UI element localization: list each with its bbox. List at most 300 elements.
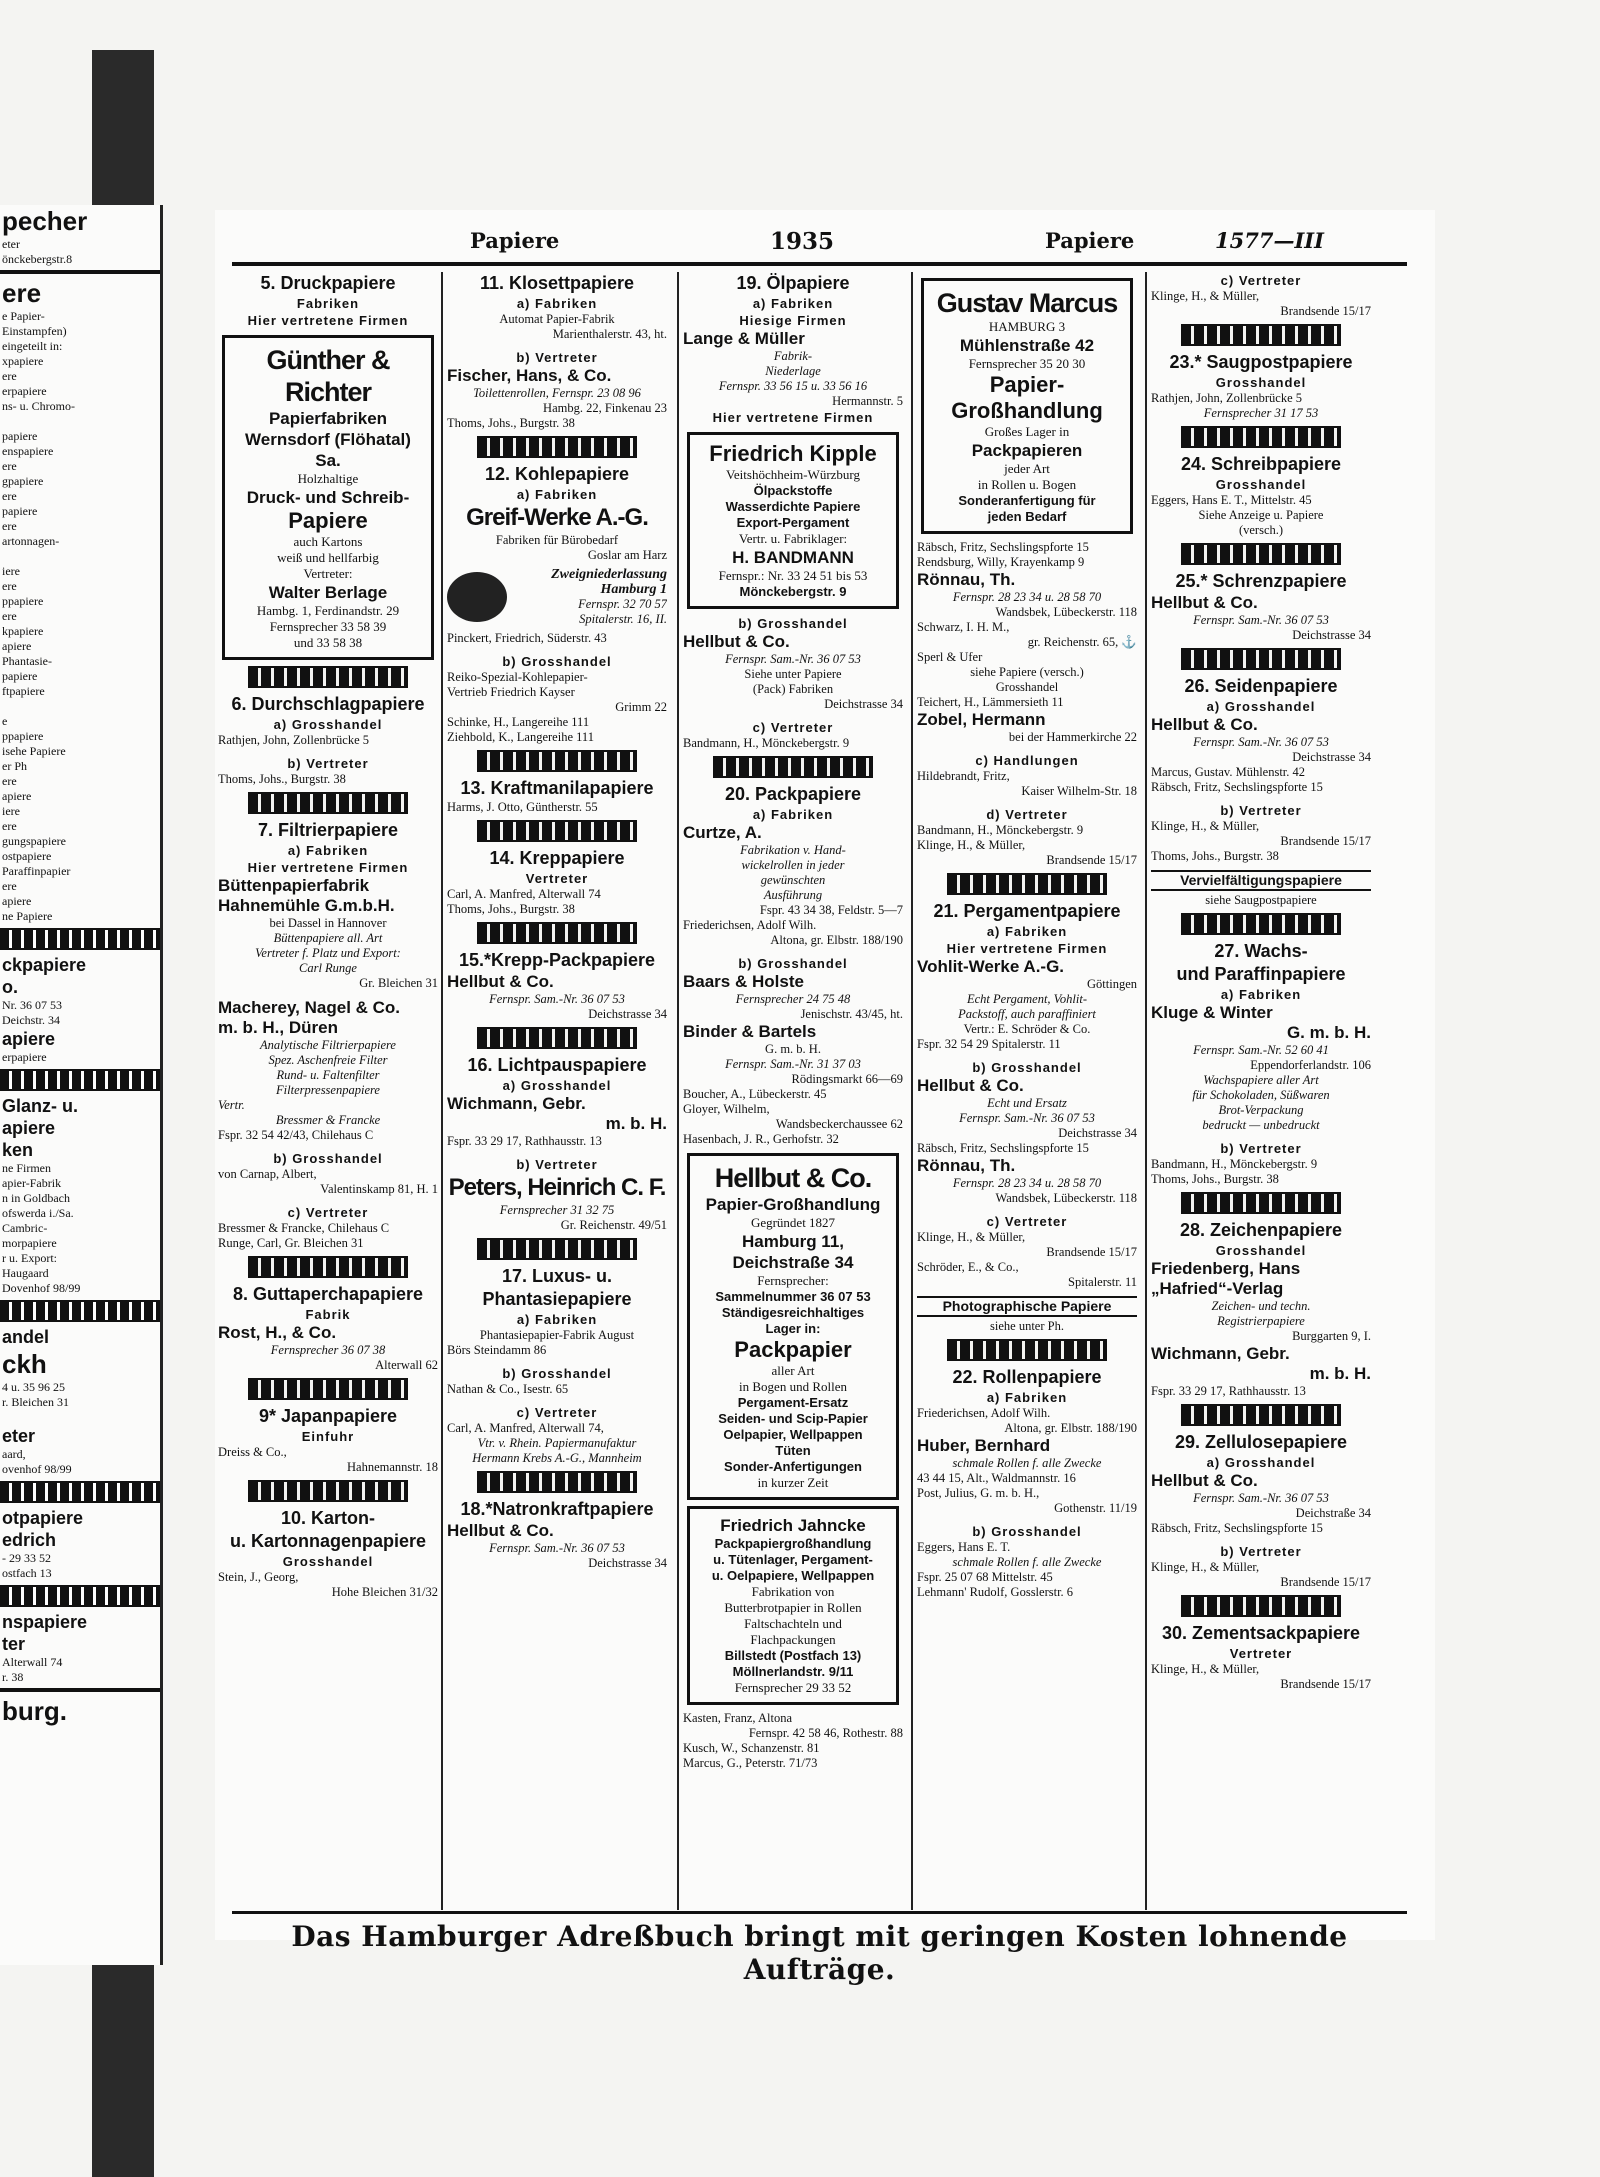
section-heading: 17. Luxus- u. xyxy=(501,1266,613,1286)
ad-line: H. BANDMANN xyxy=(732,548,854,567)
entry-line: Räbsch, Fritz, Sechslingspforte 15 xyxy=(917,1141,1089,1155)
left-page-line: önckebergstr.8 xyxy=(2,252,73,266)
entry-note: gewünschten xyxy=(760,873,826,887)
ad-line: Pergament-Ersatz xyxy=(737,1395,849,1410)
left-page-line: ostfach 13 xyxy=(2,1566,52,1580)
firm-name: Hellbut & Co. xyxy=(447,972,554,991)
left-page-line: apiere xyxy=(2,894,32,908)
entry-address: Gothenstr. 11/19 xyxy=(1054,1501,1137,1515)
section-heading: 8. Guttaperchapapiere xyxy=(232,1284,424,1304)
firm-name: m. b. H., Düren xyxy=(218,1018,338,1037)
left-page-line: ofswerda i./Sa. xyxy=(2,1206,74,1220)
entry-line: Bandmann, H., Mönckebergstr. 9 xyxy=(683,736,850,750)
spacer xyxy=(917,745,1137,752)
ad-line: Export-Pergament xyxy=(736,515,850,530)
entry-address: Brandsende 15/17 xyxy=(1280,834,1371,848)
ornament-divider xyxy=(477,436,637,458)
section-heading: 9* Japanpapiere xyxy=(258,1406,398,1426)
subsection-label: c) Vertreter xyxy=(986,1214,1068,1229)
ornament-divider xyxy=(0,928,162,950)
entry-address: Kaiser Wilhelm-Str. 18 xyxy=(1021,784,1137,798)
subsection-label: a) Fabriken xyxy=(516,296,598,311)
left-page-fragment xyxy=(0,205,163,1965)
entry-note: Fernsprecher 36 07 38 xyxy=(270,1343,386,1357)
entry-line: Ziehbold, K., Langereihe 111 xyxy=(447,730,594,744)
section-heading: 14. Kreppapiere xyxy=(489,848,625,868)
left-page-line: Paraffinpapier xyxy=(2,864,71,878)
entry-line: Klinge, H., & Müller, xyxy=(1151,289,1260,303)
entry-address: Deichstrasse 34 xyxy=(1292,750,1371,764)
entry-line: Klinge, H., & Müller, xyxy=(1151,819,1260,833)
entry-note: Wachspapiere aller Art xyxy=(1203,1073,1319,1087)
entry-note: für Schokoladen, Süßwaren xyxy=(1192,1088,1330,1102)
entry-address: Göttingen xyxy=(1087,977,1137,991)
subsection-label: Vertreter xyxy=(1229,1646,1293,1661)
entry-note: Registrierpapiere xyxy=(1217,1314,1305,1328)
ad-line: Sonderanfertigung für xyxy=(958,493,1096,508)
spacer xyxy=(917,799,1137,806)
entry-line: Stein, J., Georg, xyxy=(218,1570,299,1584)
entry-line: Rendsburg, Willy, Krayenkamp 9 xyxy=(917,555,1085,569)
entry-line: Schwarz, I. H. M., xyxy=(917,620,1010,634)
subsection-label: b) Vertreter xyxy=(1220,803,1302,818)
ad-line: aller Art xyxy=(771,1363,815,1378)
left-page-line: ckh xyxy=(2,1349,47,1379)
entry-address: Burggarten 9, I. xyxy=(1292,1329,1371,1343)
subsection-label: b) Vertreter xyxy=(1220,1544,1302,1559)
left-page-line: erpapiere xyxy=(2,1050,47,1064)
entry-address: Rödingsmarkt 66—69 xyxy=(791,1072,903,1086)
ad-line: Papiere xyxy=(288,508,368,533)
firm-name: Vohlit-Werke A.-G. xyxy=(917,957,1065,976)
subsection-label: b) Grosshandel xyxy=(972,1524,1082,1539)
left-page-line: kpapiere xyxy=(2,624,44,638)
rule xyxy=(0,270,160,274)
entry-line: Hasenbach, J. R., Gerhofstr. 32 xyxy=(683,1132,839,1146)
entry-line: Grosshandel xyxy=(995,680,1059,694)
entry-line: Klinge, H., & Müller, xyxy=(917,838,1026,852)
firm-name: Rönnau, Th. xyxy=(917,1156,1016,1175)
ornament-divider xyxy=(0,1585,162,1607)
entry-line: Thoms, Johs., Burgstr. 38 xyxy=(1151,1172,1279,1186)
spacer xyxy=(917,1206,1137,1213)
subsection-label: b) Grosshandel xyxy=(502,654,612,669)
subsection-label: c) Vertreter xyxy=(752,720,834,735)
ornament-divider xyxy=(248,792,408,814)
ad-line: Packpapier xyxy=(734,1337,852,1362)
entry-line: Phantasiepapier-Fabrik August xyxy=(479,1328,635,1342)
subsection-label: a) Fabriken xyxy=(986,924,1068,939)
left-page-line: otpapiere xyxy=(2,1508,84,1528)
ad-line: HAMBURG 3 xyxy=(988,319,1066,334)
left-page-line: eter xyxy=(2,1426,36,1446)
section-heading: 13. Kraftmanilapapiere xyxy=(460,778,654,798)
ad-line: Ständigesreichhaltiges xyxy=(721,1305,865,1320)
firm-name: Rönnau, Th. xyxy=(917,570,1016,589)
section-heading: 22. Rollenpapiere xyxy=(952,1367,1102,1387)
spacer xyxy=(447,1149,667,1156)
section-heading: und Paraffinpapiere xyxy=(1176,964,1346,984)
subsection-label: a) Grosshandel xyxy=(502,1078,612,1093)
entry-note: Fernspr. Sam.-Nr. 36 07 53 xyxy=(1193,1491,1329,1505)
entry-line: Vertrieb Friedrich Kayser xyxy=(447,685,575,699)
greif-logo-block xyxy=(447,567,667,627)
ad-line: Gustav Marcus xyxy=(936,288,1118,318)
section-heading: 27. Wachs- xyxy=(1214,941,1308,961)
spacer xyxy=(447,1358,667,1365)
left-page-line: artonnagen- xyxy=(2,534,60,548)
entry-line: (Pack) Fabriken xyxy=(752,682,834,696)
section-heading: 23.* Saugpostpapiere xyxy=(1169,352,1353,372)
firm-name: Friedenberg, Hans xyxy=(1151,1259,1301,1278)
entry-line: Börs Steindamm 86 xyxy=(447,1343,547,1357)
spacer xyxy=(218,748,438,755)
entry-address: Brandsende 15/17 xyxy=(1280,304,1371,318)
footer-slogan: Das Hamburger Adreßbuch bringt mit geringen Kosten lohnende Aufträge. xyxy=(291,1920,1348,1986)
section-heading: 20. Packpapiere xyxy=(724,784,862,804)
logo-text-line: Fernspr. 32 70 57 xyxy=(578,597,667,611)
ornament-divider xyxy=(1181,1404,1341,1426)
subsection-label: Grosshandel xyxy=(1215,477,1307,492)
subsection-label: a) Grosshandel xyxy=(273,717,383,732)
left-page-line: andel xyxy=(2,1327,50,1347)
spacer xyxy=(1151,795,1371,802)
entry-line: Hildebrandt, Fritz, xyxy=(917,769,1010,783)
section-heading: 10. Karton- xyxy=(280,1508,376,1528)
section-heading: 24. Schreibpapiere xyxy=(1180,454,1342,474)
entry-note: Fernspr. Sam.-Nr. 36 07 53 xyxy=(489,992,625,1006)
firm-name: „Hafried“-Verlag xyxy=(1151,1279,1284,1298)
subsection-label: Grosshandel xyxy=(1215,1243,1307,1258)
entry-line: Fspr. 33 29 17, Rathhausstr. 13 xyxy=(1151,1384,1306,1398)
left-page-line: ostpapiere xyxy=(2,849,52,863)
entry-line: Schinke, H., Langereihe 111 xyxy=(447,715,590,729)
ad-line: Papier- xyxy=(989,372,1065,397)
firm-name: Hellbut & Co. xyxy=(1151,593,1258,612)
left-page-line: papiere xyxy=(2,504,38,518)
entry-note: Fernspr. Sam.-Nr. 36 07 53 xyxy=(1193,735,1329,749)
section-heading: 12. Kohlepapiere xyxy=(484,464,630,484)
spacer xyxy=(218,1197,438,1204)
subsection-label: Grosshandel xyxy=(1215,375,1307,390)
left-page-line: ckpapiere xyxy=(2,955,87,975)
entry-note: Fernspr. Sam.-Nr. 36 07 53 xyxy=(959,1111,1095,1125)
entry-line: Sperl & Ufer xyxy=(917,650,983,664)
ad-line: Flachpackungen xyxy=(750,1632,836,1647)
left-page-line: - 29 33 52 xyxy=(2,1551,51,1565)
ornament-divider xyxy=(1181,648,1341,670)
firm-name-suffix: m. b. H. xyxy=(605,1114,667,1133)
subsection-label: Grosshandel xyxy=(282,1554,374,1569)
subsection-label: b) Grosshandel xyxy=(502,1366,612,1381)
ad-line: in kurzer Zeit xyxy=(757,1475,829,1490)
subsection-label: a) Fabriken xyxy=(752,807,834,822)
subsection-label: b) Grosshandel xyxy=(738,956,848,971)
spacer xyxy=(1151,1133,1371,1140)
entry-line: Rathjen, John, Zollenbrücke 5 xyxy=(218,733,370,747)
entry-note: Fernsprecher 31 17 53 xyxy=(1203,406,1319,420)
subsection-label: a) Fabriken xyxy=(1220,987,1302,1002)
entry-note: Packstoff, auch paraffiniert xyxy=(958,1007,1096,1021)
left-page-line: nspapiere xyxy=(2,1612,88,1632)
section-heading: u. Kartonnagenpapiere xyxy=(229,1531,427,1551)
left-page-line: r. 38 xyxy=(2,1670,24,1684)
entry-address: Hermannstr. 5 xyxy=(832,394,903,408)
entry-note: Rund- u. Faltenfilter xyxy=(276,1068,380,1082)
entry-line: siehe unter Ph. xyxy=(990,1319,1064,1333)
firm-name: Huber, Bernhard xyxy=(917,1436,1051,1455)
left-page-line: ere xyxy=(2,879,17,893)
entry-address: Eppendorferlandstr. 106 xyxy=(1250,1058,1371,1072)
entry-address: Altona, gr. Elbstr. 188/190 xyxy=(1004,1421,1137,1435)
ad-line: Packpapieren xyxy=(971,441,1083,460)
ad-line: Oelpapier, Wellpappen xyxy=(723,1427,863,1442)
left-page-line: iere xyxy=(2,564,20,578)
ad-line: Fernsprecher 35 20 30 xyxy=(968,356,1086,371)
ad-line: Fernsprecher: xyxy=(757,1273,829,1288)
firm-name: Hellbut & Co. xyxy=(917,1076,1024,1095)
left-page-line: enspapiere xyxy=(2,444,54,458)
spacer xyxy=(683,948,903,955)
column-3 xyxy=(683,272,903,1902)
ad-line: in Bogen und Rollen xyxy=(739,1379,847,1394)
entry-note: Fernspr. 28 23 34 u. 28 58 70 xyxy=(952,590,1102,604)
firm-name: Baars & Holste xyxy=(683,972,804,991)
entry-line: Friederichsen, Adolf Wilh. xyxy=(683,918,817,932)
subsection-label: Vertreter xyxy=(525,871,589,886)
section-heading: Phantasiepapiere xyxy=(482,1289,632,1309)
left-page-line: ter xyxy=(2,1634,26,1654)
entry-note: Vertreter f. Platz und Export: xyxy=(255,946,401,960)
subsection-label: Hier vertretene Firmen xyxy=(946,941,1108,956)
ad-line: Fernspr.: Nr. 33 24 51 bis 53 xyxy=(718,568,868,583)
entry-note: Fernspr. Sam.-Nr. 36 07 53 xyxy=(489,1541,625,1555)
left-page-line: burg. xyxy=(2,1696,67,1726)
firm-name: Lange & Müller xyxy=(683,329,805,348)
entry-line: Vertr.: E. Schröder & Co. xyxy=(963,1022,1091,1036)
left-page-line: Glanz- u. xyxy=(2,1096,78,1116)
entry-note: Brot-Verpackung xyxy=(1218,1103,1304,1117)
display-firm-name: Greif-Werke A.-G. xyxy=(466,504,648,531)
entry-address: Goslar am Harz xyxy=(587,548,667,562)
ad-line: Sonder-Anfertigungen xyxy=(724,1459,862,1474)
firm-name: Wichmann, Gebr. xyxy=(1151,1344,1290,1363)
ad-line: Packpapiergroßhandlung xyxy=(714,1536,872,1551)
ornament-divider xyxy=(1181,1595,1341,1617)
firm-name: Hellbut & Co. xyxy=(1151,715,1258,734)
entry-address: Wandsbeckerchaussee 62 xyxy=(775,1117,903,1131)
entry-address: bei der Hammerkirche 22 xyxy=(1008,730,1137,744)
subsection-label: a) Grosshandel xyxy=(1206,1455,1316,1470)
section-heading: 19. Ölpapiere xyxy=(736,273,850,293)
section-heading: 26. Seidenpapiere xyxy=(1184,676,1338,696)
left-page-line: eingeteilt in: xyxy=(2,339,63,353)
entry-address: Fspr. 43 34 38, Feldstr. 5—7 xyxy=(759,903,903,917)
spacer xyxy=(917,1516,1137,1523)
entry-address: Gr. Bleichen 31 xyxy=(359,976,438,990)
header-left-title: Papiere xyxy=(470,228,560,253)
left-page-line: Phantasie- xyxy=(2,654,52,668)
left-page-line: ftpapiere xyxy=(2,684,45,698)
left-page-line: ere xyxy=(2,579,17,593)
subsection-label: Fabriken xyxy=(296,296,360,311)
ornament-divider xyxy=(248,1256,408,1278)
entry-address: Marienthalerstr. 43, ht. xyxy=(552,327,667,341)
ad-line: u. Oelpapiere, Wellpappen xyxy=(711,1568,875,1583)
section-heading: 15.*Krepp-Packpapiere xyxy=(458,950,656,970)
left-page-line: gungspapiere xyxy=(2,834,66,848)
entry-line: Klinge, H., & Müller, xyxy=(917,1230,1026,1244)
ad-line: Fabrikation von xyxy=(751,1584,835,1599)
ornament-divider xyxy=(248,1378,408,1400)
ad-line: Fernsprecher 33 58 39 xyxy=(269,619,387,634)
left-page-line: Haugaard xyxy=(2,1266,49,1280)
entry-line: 43 44 15, Alt., Waldmannstr. 16 xyxy=(917,1471,1076,1485)
left-page-line: e Papier- xyxy=(2,309,45,323)
column-divider xyxy=(911,272,913,1910)
section-heading: 6. Durchschlagpapiere xyxy=(231,694,425,714)
subsection-label: b) Vertreter xyxy=(516,350,598,365)
advertisement-guenther xyxy=(222,335,434,660)
ornament-divider xyxy=(477,820,637,842)
left-page-line: r u. Export: xyxy=(2,1251,57,1265)
left-page-line: e xyxy=(2,714,8,728)
left-page-line: Cambric- xyxy=(2,1221,48,1235)
firm-name: Büttenpapierfabrik xyxy=(218,876,370,895)
logo-text-line: Spitalerstr. 16, II. xyxy=(579,612,667,626)
ad-line: Papierfabriken xyxy=(268,409,388,428)
left-page-line: edrich xyxy=(2,1530,57,1550)
section-heading: 16. Lichtpauspapiere xyxy=(467,1055,647,1075)
spacer xyxy=(218,1143,438,1150)
left-page-line: ere xyxy=(2,459,17,473)
subsection-label: a) Fabriken xyxy=(752,296,834,311)
section-heading: 29. Zellulosepapiere xyxy=(1174,1432,1348,1452)
entry-note: Zeichen- und techn. xyxy=(1211,1299,1311,1313)
entry-line: Dreiss & Co., xyxy=(218,1445,287,1459)
ad-line: Seiden- und Scip-Papier xyxy=(718,1411,868,1426)
firm-name: Hellbut & Co. xyxy=(1151,1471,1258,1490)
spacer xyxy=(917,1052,1137,1059)
section-heading: 21. Pergamentpapiere xyxy=(933,901,1121,921)
left-page-line xyxy=(0,414,160,429)
section-heading: 25.* Schrenzpapiere xyxy=(1175,571,1347,591)
spacer xyxy=(218,991,438,998)
left-page-line: ere xyxy=(2,278,42,308)
ad-line: Hambg. 1, Ferdinandstr. 29 xyxy=(256,603,400,618)
left-page-line: morpapiere xyxy=(2,1236,57,1250)
column-5 xyxy=(1151,272,1371,1902)
ad-line: Veitshöchheim-Würzburg xyxy=(725,467,861,482)
entry-note: Toilettenrollen, Fernspr. 23 08 96 xyxy=(473,386,641,400)
entry-line: Teichert, H., Lämmersieth 11 xyxy=(917,695,1064,709)
entry-line: G. m. b. H. xyxy=(765,1042,821,1056)
entry-line: Thoms, Johs., Burgstr. 38 xyxy=(447,902,575,916)
firm-name: Zobel, Hermann xyxy=(917,710,1046,729)
ad-line: Friedrich Jahncke xyxy=(720,1516,866,1535)
subsection-label: Hiesige Firmen xyxy=(739,313,847,328)
entry-line: Siehe Anzeige u. Papiere xyxy=(1198,508,1324,522)
entry-address: Hohe Bleichen 31/32 xyxy=(331,1585,438,1599)
entry-line: Friederichsen, Adolf Wilh. xyxy=(917,1406,1051,1420)
entry-line: siehe Saugpostpapiere xyxy=(1205,893,1317,907)
entry-note: Echt Pergament, Vohlit- xyxy=(967,992,1087,1006)
entry-line: Räbsch, Fritz, Sechslingspforte 15 xyxy=(1151,1521,1323,1535)
ornament-divider xyxy=(248,1480,408,1502)
firm-name: Hellbut & Co. xyxy=(447,1521,554,1540)
firm-name: Rost, H., & Co. xyxy=(218,1323,337,1342)
left-page-line: er Ph xyxy=(2,759,27,773)
ad-line: und 33 58 38 xyxy=(293,635,363,650)
left-page-line: isehe Papiere xyxy=(2,744,66,758)
left-page-line: xpapiere xyxy=(2,354,44,368)
left-page-line: ppapiere xyxy=(2,729,44,743)
entry-line: Bressmer & Francke, Chilehaus C xyxy=(218,1221,390,1235)
left-page-line: iere xyxy=(2,804,20,818)
column-divider xyxy=(677,272,679,1910)
entry-address: Deichstraße 34 xyxy=(1295,1506,1371,1520)
subsection-label: a) Fabriken xyxy=(516,487,598,502)
entry-line: Boucher, A., Lübeckerstr. 45 xyxy=(683,1087,827,1101)
ornament-divider xyxy=(1181,426,1341,448)
ad-line: Mönckebergstr. 9 xyxy=(739,584,847,599)
entry-line: Schröder, E., & Co., xyxy=(917,1260,1019,1274)
entry-note: Fernspr. 28 23 34 u. 28 58 70 xyxy=(952,1176,1102,1190)
entry-line: Carl, A. Manfred, Alterwall 74, xyxy=(447,1421,604,1435)
subsection-label: a) Grosshandel xyxy=(1206,699,1316,714)
ad-line: Vertreter: xyxy=(303,566,353,581)
entry-address: Deichstrasse 34 xyxy=(1058,1126,1137,1140)
subsection-label: b) Vertreter xyxy=(1220,1141,1302,1156)
entry-address: Deichstrasse 34 xyxy=(824,697,903,711)
ad-line: weiß und hellfarbig xyxy=(277,550,379,565)
firm-name: Macherey, Nagel & Co. xyxy=(218,998,401,1017)
subsection-label: a) Fabriken xyxy=(516,1312,598,1327)
entry-note: Vertr. xyxy=(218,1098,245,1112)
ad-line: Sammelnummer 36 07 53 xyxy=(715,1289,871,1304)
header-right-title: Papiere xyxy=(1045,228,1135,253)
ad-line: Butterbrotpapier in Rollen xyxy=(724,1600,862,1615)
ornament-divider xyxy=(1181,543,1341,565)
advertisement-kipple xyxy=(687,432,899,609)
left-page-line: ere xyxy=(2,609,17,623)
left-page-line: n in Goldbach xyxy=(2,1191,70,1205)
entry-note: Fernspr. Sam.-Nr. 36 07 53 xyxy=(725,652,861,666)
entry-note: Carl Runge xyxy=(299,961,357,975)
entry-address: Deichstrasse 34 xyxy=(588,1007,667,1021)
header-year: 1935 xyxy=(770,228,835,255)
entry-address: Hambg. 22, Finkenau 23 xyxy=(543,401,667,415)
entry-line: Rathjen, John, Zollenbrücke 5 xyxy=(1151,391,1303,405)
subsection-label: Fabrik xyxy=(305,1307,351,1322)
entry-line: Nathan & Co., Isestr. 65 xyxy=(447,1382,569,1396)
entry-note: Echt und Ersatz xyxy=(987,1096,1067,1110)
subsection-label: c) Handlungen xyxy=(975,753,1079,768)
ad-line: Hamburg 11, Deichstraße 34 xyxy=(732,1232,854,1272)
ad-line: Friedrich Kipple xyxy=(709,441,877,466)
advertisement-hellbut xyxy=(687,1153,899,1500)
firm-name: Binder & Bartels xyxy=(683,1022,817,1041)
left-page-line: apiere xyxy=(2,1029,56,1049)
entry-line: Siehe unter Papiere xyxy=(744,667,842,681)
left-page-line: r. Bleichen 31 xyxy=(2,1395,69,1409)
subsection-label: Einfuhr xyxy=(301,1429,355,1444)
subsection-label: Hier vertretene Firmen xyxy=(247,860,409,875)
left-page-line: ere xyxy=(2,819,17,833)
firm-name: Hahnemühle G.m.b.H. xyxy=(218,896,395,915)
entry-note: Fernspr. Sam.-Nr. 36 07 53 xyxy=(1193,613,1329,627)
ad-line: Großes Lager in xyxy=(984,424,1070,439)
